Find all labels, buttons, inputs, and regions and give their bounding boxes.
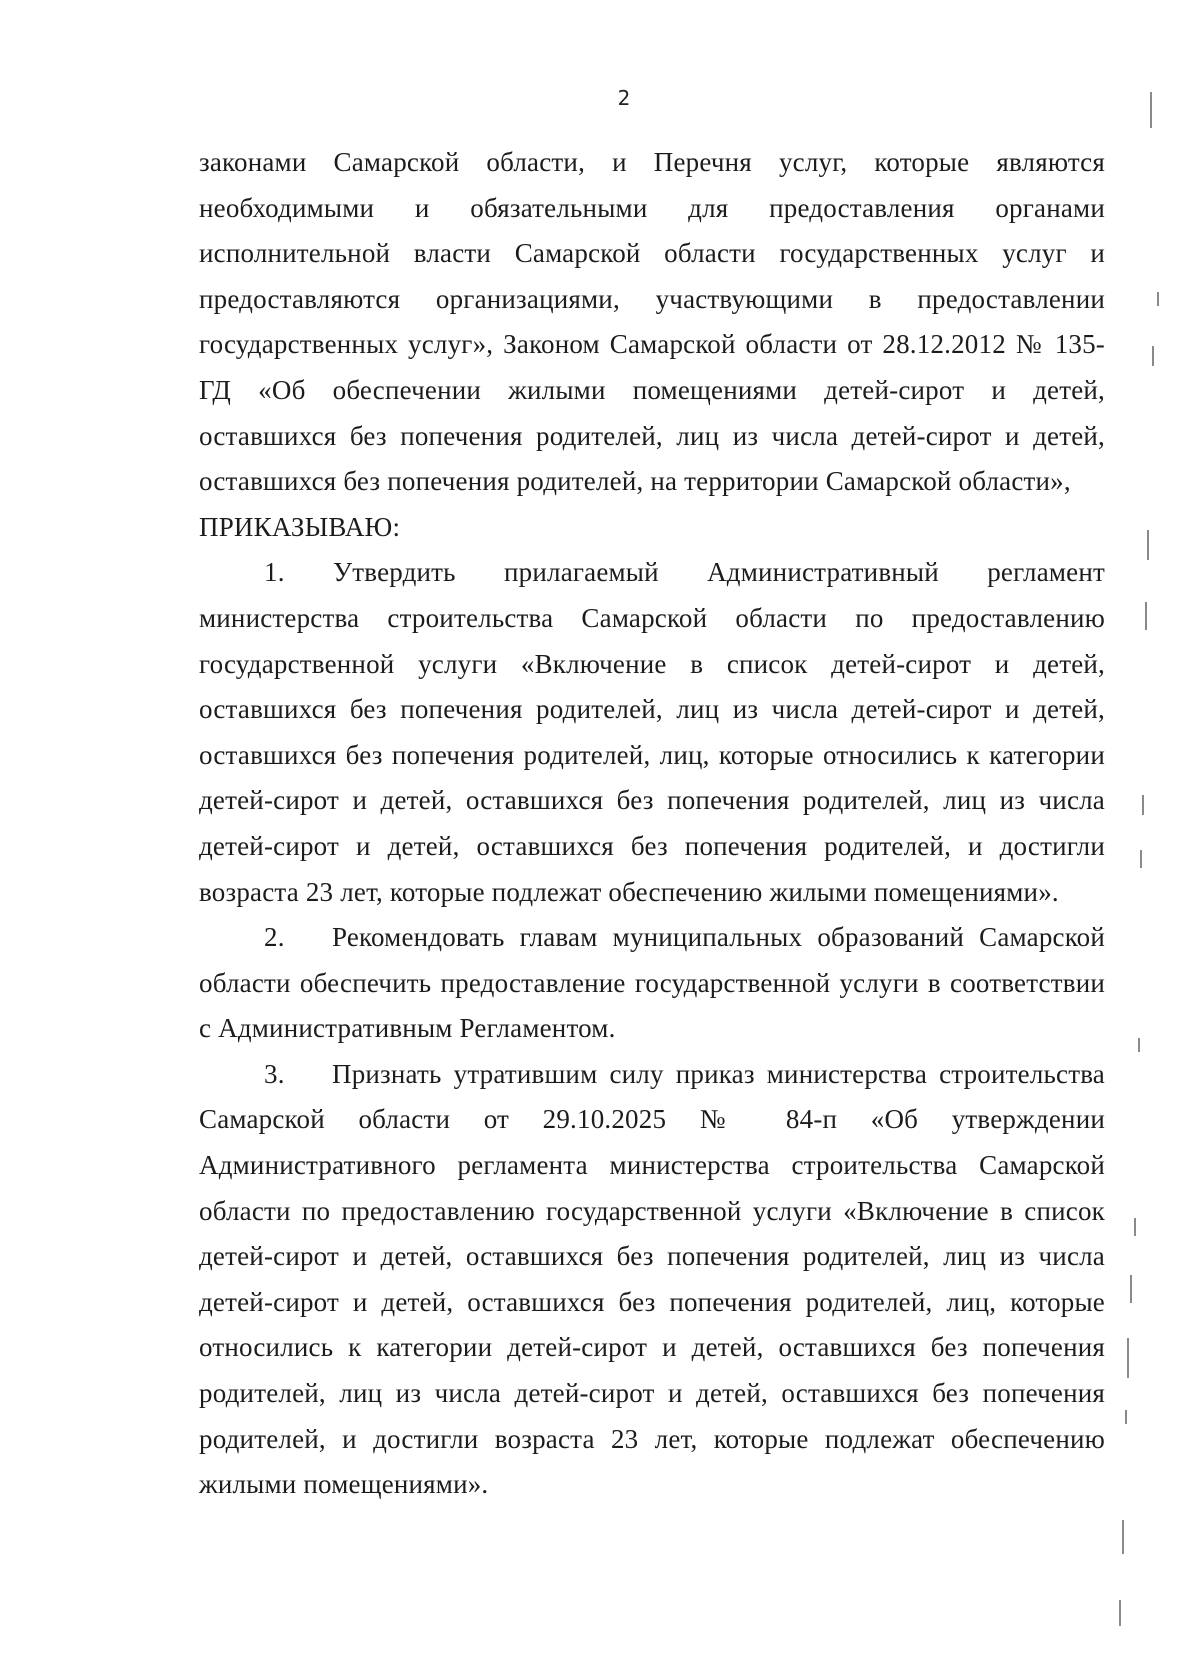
scan-edge-mark (1138, 1038, 1140, 1052)
scan-edge-mark (1127, 1338, 1129, 1378)
scan-edge-mark (1134, 1218, 1136, 1236)
item-2-text: Рекомендовать главам муниципальных образований Самарской области обеспечить предоставление государственной услуги в соответствии с Административным Регламентом. (199, 922, 1105, 1044)
item-3-number: 3. (264, 1058, 285, 1089)
order-word: ПРИКАЗЫВАЮ: (199, 511, 401, 542)
scan-edge-mark (1122, 1520, 1124, 1554)
scan-edge-mark (1145, 602, 1147, 630)
item-1-paragraph: 1. Утвердить прилагаемый Административный регламент министерства строительства Самарской области по предоставлению государственной услуги «Включение в список детей-сирот и детей, оставшихся без попечения родителей, лиц из числа детей-сирот и детей, оставшихся без попечения родителей, лиц, которые относились к категории детей-сирот и детей, оставшихся без попечения родителей, лиц из числа детей-сирот и детей, оставшихся без попечения родителей, и достигли возраста 23 лет, которые подлежат обеспечению жилыми помещениями». (199, 557, 1105, 907)
scan-edge-mark (1125, 1410, 1127, 1424)
intro-paragraph: законами Самарской области, и Перечня услуг, которые являются необходимыми и обязательными для предоставления органами исполнительной власти Самарской области государственных услуг и предоставляются организациями, участвующими в предоставлении государственных услуг», Законом Самарской области от 28.12.2012 № 135-ГД «Об обеспечении жилыми помещениями детей-сирот и детей, оставшихся без попечения родителей, лиц из числа детей-сирот и детей, оставшихся без попечения родителей, на территории Самарской области», (199, 147, 1105, 497)
scan-edge-mark (1147, 530, 1149, 560)
document-body (199, 140, 1105, 1508)
page-number: 2 (617, 86, 631, 110)
item-2-paragraph (199, 915, 1105, 1052)
scan-edge-mark (1150, 92, 1152, 128)
item-3-paragraph (199, 1052, 1105, 1508)
item-3-text: Признать утратившим силу приказ министерства строительства Самарской области от 29.10.2025 № 84-п «Об утверждении Административного регламента министерства строительства Самарской области по предоставлению государственной услуги «Включение в список детей-сирот и детей, оставшихся без попечения родителей, лиц из числа детей-сирот и детей, оставшихся без попечения родителей, лиц, которые относились к категории детей-сирот и детей, оставшихся без попечения родителей, лиц из числа детей-сирот и детей, оставшихся без попечения родителей, и достигли возраста 23 лет, которые подлежат обеспечению жилыми помещениями». (199, 1058, 1105, 1500)
scan-edge-mark (1157, 292, 1159, 306)
scan-edge-mark (1130, 1275, 1132, 1303)
scan-edge-mark (1140, 850, 1142, 868)
scan-edge-mark (1152, 346, 1154, 366)
scan-edge-mark (1142, 795, 1144, 815)
item-2-number: 2. (264, 922, 285, 953)
scan-edge-mark (1119, 1600, 1121, 1626)
